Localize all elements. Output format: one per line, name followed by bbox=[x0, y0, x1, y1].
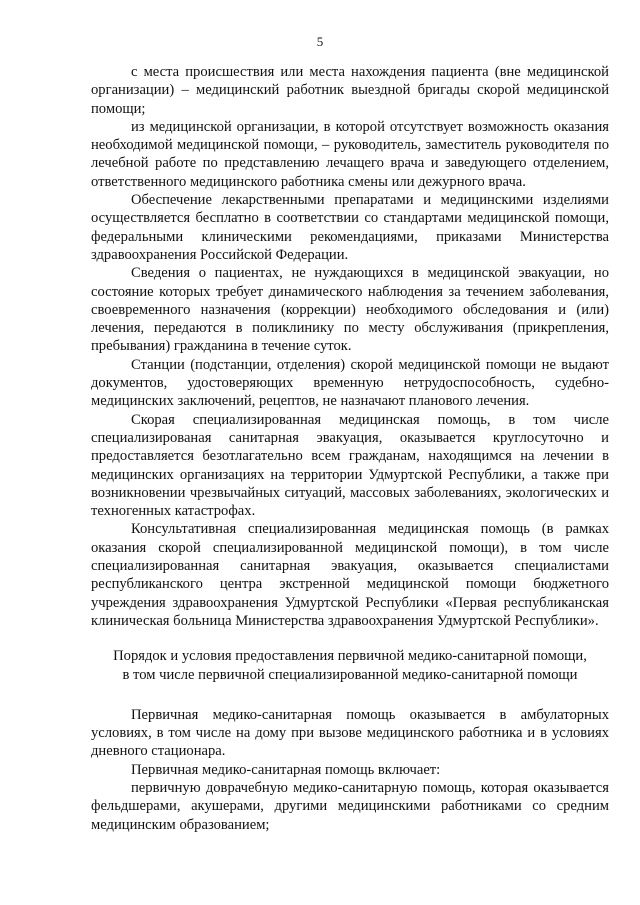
section-heading-line2: в том числе первичной специализированной медико-санитарной помощи bbox=[122, 666, 578, 683]
paragraph-specialized-emergency: Скорая специализированная медицинская помощь, в том числе специализированая санитарная эвакуация, оказывается круглосуточно и предоставляется безотлагательно всем гражданам, находящимся на лечении в медицинских организациях на территории Удмуртской Республики, а также при возникновении чрезвычайных ситуаций, массовых заболеваниях, экологических и техногенных катастрофах. bbox=[91, 411, 609, 520]
paragraph-drug-supply: Обеспечение лекарственными препаратами и медицинскими изделиями осуществляется бесплатно в соответствии со стандартами медицинской помощи, федеральными клиническими рекомендациями, приказами Министерства здравоохранения Российской Федерации. bbox=[91, 192, 609, 263]
paragraph-patient-info: Сведения о пациентах, не нуждающихся в медицинской эвакуации, но состояние которых требует динамического наблюдения за течением заболевания, своевременного назначения (коррекции) необходимого обследования и (или) лечения, передаются в поликлинику по месту обслуживания (прикрепления, пребывания) гражданина в течение суток. bbox=[91, 265, 609, 355]
paragraph-primary-care-includes: Первичная медико-санитарная помощь включает: bbox=[131, 761, 441, 778]
paragraph-evacuation-organization: из медицинской организации, в которой отсутствует возможность оказания необходимой медицинской помощи, – руководитель, заместитель руководителя по лечебной работе по представлению лечащего врача и заведующего отделением, ответственного медицинского работника смены или дежурного врача. bbox=[91, 118, 609, 190]
page-number: 5 bbox=[316, 34, 324, 49]
paragraph-primary-care-conditions: Первичная медико-санитарная помощь оказывается в амбулаторных условиях, в том числе на дому при вызове медицинского работника и в условиях дневного стационара. bbox=[91, 706, 609, 760]
document-body bbox=[91, 63, 609, 834]
section-heading-line1: Порядок и условия предоставления первичной медико-санитарной помощи, bbox=[113, 648, 587, 665]
section-heading bbox=[91, 647, 609, 684]
paragraph-pre-medical-care: первичную доврачебную медико-санитарную помощь, которая оказывается фельдшерами, акушерами, другими медицинскими работниками со средним медицинским образованием; bbox=[91, 779, 609, 833]
paragraph-evacuation-scene: с места происшествия или места нахождения пациента (вне медицинской организации) – медицинский работник выездной бригады скорой медицинской помощи; bbox=[91, 64, 609, 117]
paragraph-stations-documents: Станции (подстанции, отделения) скорой медицинской помощи не выдают документов, удостоверяющих временную нетрудоспособность, судебно-медицинских заключений, рецептов, не назначают планового лечения. bbox=[91, 356, 609, 410]
paragraph-consultative-help: Консультативная специализированная медицинская помощь (в рамках оказания скорой специализированной медицинской помощи), в том числе специализированная санитарная эвакуация, оказывается специалистами республиканского центра экстренной медицинской помощи бюджетного учреждения здравоохранения Удмуртской Республики «Первая республиканская клиническая больница Министерства здравоохранения Удмуртской Республики». bbox=[91, 521, 609, 629]
